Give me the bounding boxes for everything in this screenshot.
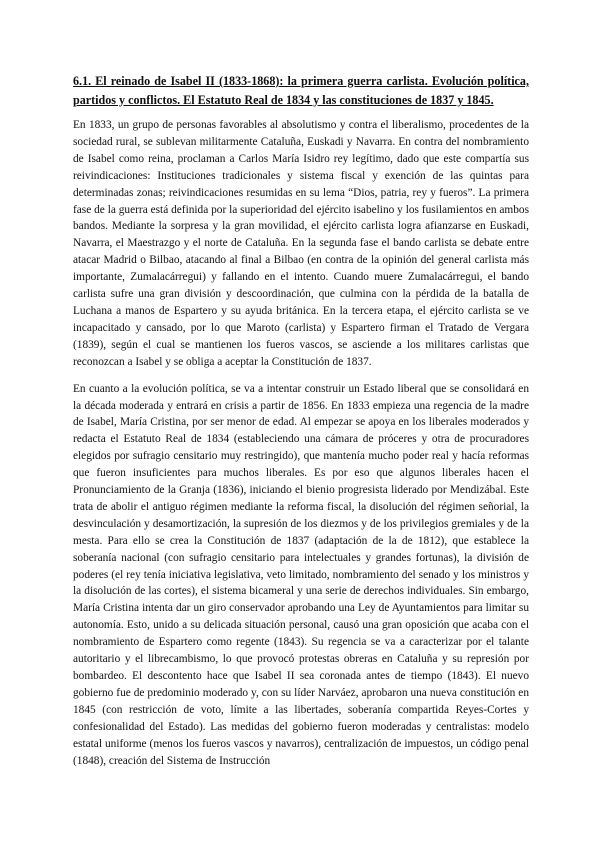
paragraph-political-evolution: En cuanto a la evolución política, se va a intentar construir un Estado liberal que se consolidará en la década moderada y entrará en crisis a partir de 1856. En 1833 empieza una regencia de la madre de Isabel, María Cristina, por ser menor de edad. Al empezar se apoya en los liberales moderados y redacta el Estatuto Real de 1834 (estableciendo una cámara de próceres y otra de procuradores elegidos por sufragio censitario muy restringido), que mantenía mucho poder real y hacía reformas que fueron insuficientes para muchos liberales. Es por eso que algunos liberales hacen el Pronunciamiento de la Granja (1836), iniciando el bienio progresista liderado por Mendizábal. Este trata de abolir el antiguo régimen mediante la reforma fiscal, la disolución del régimen señorial, la desvinculación y desamortización, la supresión de los diezmos y de los privilegios gremiales y de la mesta. Para ello se crea la Constitución de 1837 (adaptación de la de 1812), que establece la soberanía nacional (con sufragio censitario para intelectuales y grandes fortunas), la división de poderes (el rey tenía iniciativa legislativa, veto limitado, nombramiento del senado y los ministros y la disolución de las cortes), el sistema bicameral y una serie de derechos individuales. Sin embargo, María Cristina intenta dar un giro conservador aprobando una Ley de Ayuntamientos para limitar su autonomía. Esto, unido a su delicada situación personal, causó una gran oposición que acaba con el nombramiento de Espartero como regente (1843). Su regencia se va a caracterizar por el talante autoritario y el librecambismo, lo que provocó protestas obreras en Cataluña y su represión por bombardeo. El descontento hace que Isabel II sea coronada antes de tiempo (1843). El nuevo gobierno fue de predominio moderado y, con su líder Narváez, aprobaron una nueva constitución en 1845 (con restricción de voto, límite a las libertades, soberanía compartida Reyes-Cortes y confesionalidad del Estado). Las medidas del gobierno fueron moderadas y centralistas: modelo estatal uniforme (menos los fueros vascos y navarros), centralización de impuestos, un código penal (1848), creación del Sistema de Instrucción <box>73 382 529 767</box>
section-heading: 6.1. El reinado de Isabel II (1833-1868): la primera guerra carlista. Evolución política, partidos y conflictos. El Estatuto Real de 1834 y las constituciones de 1837 y 1845. <box>73 74 529 107</box>
paragraph-carlist-war: En 1833, un grupo de personas favorables al absolutismo y contra el liberalismo, procedentes de la sociedad rural, se sublevan militarmente Cataluña, Euskadi y Navarra. En contra del nombramiento de Isabel como reina, proclaman a Carlos María Isidro rey legítimo, dado que este compartía sus reivindicaciones: Instituciones tradicionales y sistema fiscal y exención de las quintas para determinadas zonas; reivindicaciones resumidas en su lema “Dios, patria, rey y fueros”. La primera fase de la guerra está definida por la superioridad del ejército isabelino y los fusilamientos en ambos bandos. Mediante la sorpresa y la gran movilidad, el ejército carlista logra afianzarse en Euskadi, Navarra, el Maestrazgo y el norte de Cataluña. En la segunda fase el bando carlista se debate entre atacar Madrid o Bilbao, atacando al final a Bilbao (en contra de la opinión del general carlista más importante, Zumalacárregui) y fallando en el intento. Cuando muere Zumalacárregui, el bando carlista sufre una gran división y descoordinación, que culmina con la pérdida de la batalla de Luchana a manos de Espartero y su ayuda británica. En la tercera etapa, el ejército carlista se ve incapacitado y cansado, por lo que Maroto (carlista) y Espartero firman el Tratado de Vergara (1839), según el cual se mantienen los fueros vascos, se asciende a los militares carlistas que reconozcan a Isabel y se obliga a aceptar la Constitución de 1837. <box>73 119 529 368</box>
document-page <box>73 72 529 779</box>
